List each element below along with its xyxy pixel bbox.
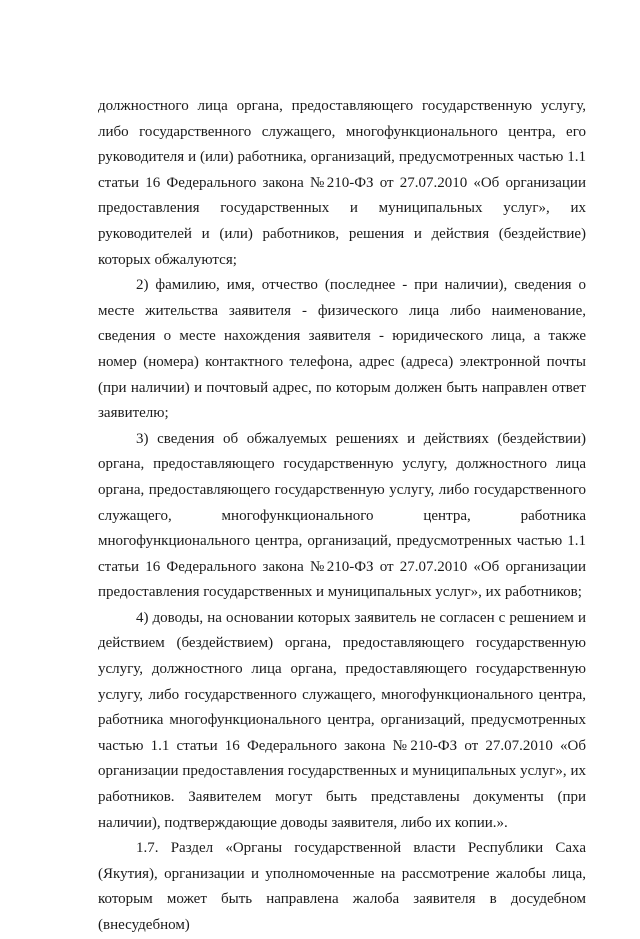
paragraph-section-1-7: 1.7. Раздел «Органы государственной власти Республики Саха (Якутия), организации и уполномоченные на рассмотрение жалобы лица, которым может быть направлена жалоба заявителя в досудебном (внесудебном)	[98, 840, 586, 933]
paragraph-item-2: 2) фамилию, имя, отчество (последнее - при наличии), сведения о месте жительства заявителя - физического лица либо наименование, сведения о месте нахождения заявителя - юридического лица, а также номер (номера) контактного телефона, адрес (адреса) электронной почты (при наличии) и почтовый адрес, по которым должен быть направлен ответ заявителю;	[98, 277, 586, 422]
document-body	[98, 94, 586, 939]
paragraph-item-3: 3) сведения об обжалуемых решениях и действиях (бездействии) органа, предоставляющего государственную услугу, должностного лица органа, предоставляющего государственную услугу, либо государственного служащего, многофункционального центра, работника многофункционального центра, организаций, предусмотренных частью 1.1 статьи 16 Федерального закона №210-ФЗ от 27.07.2010 «Об организации предоставления государственных и муниципальных услуг», их работников;	[98, 430, 586, 601]
paragraph-continuation: должностного лица органа, предоставляющего государственную услугу, либо государственного служащего, многофункционального центра, его руководителя и (или) работника, организаций, предусмотренных частью 1.1 статьи 16 Федерального закона №210-ФЗ от 27.07.2010 «Об организации предоставления государственных и муниципальных услуг», их руководителей и (или) работников, решения и действия (бездействие) которых обжалуются;	[98, 98, 586, 268]
paragraph-item-4: 4) доводы, на основании которых заявитель не согласен с решением и действием (бездействием) органа, предоставляющего государственную услугу, должностного лица органа, предоставляющего государственную услугу, либо государственного служащего, многофункционального центра, работника многофункционального центра, организаций, предусмотренных частью 1.1 статьи 16 Федерального закона №210-ФЗ от 27.07.2010 «Об организации предоставления государственных и муниципальных услуг», их работников. Заявителем могут быть представлены документы (при наличии), подтверждающие доводы заявителя, либо их копии.».	[98, 609, 586, 831]
